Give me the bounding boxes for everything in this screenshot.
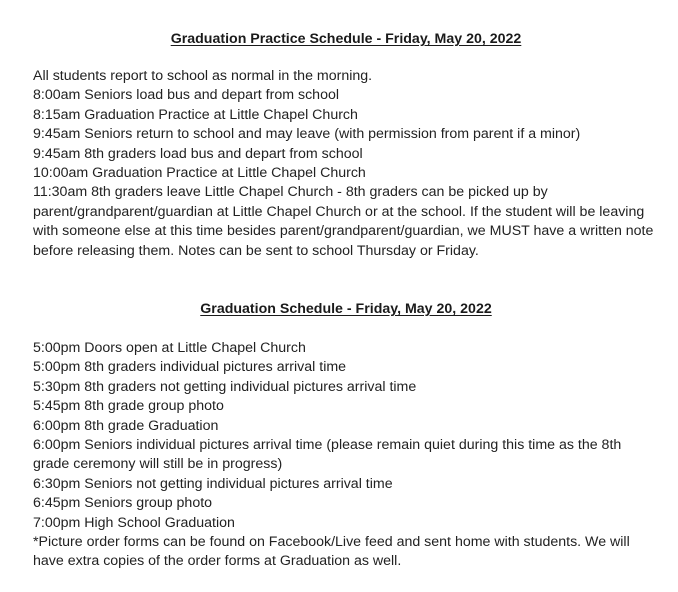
practice-line: 8:00am Seniors load bus and depart from school [33, 87, 340, 104]
practice-line: 11:30am 8th graders leave Little Chapel Church - 8th graders can be picked up by parent/grandparent/guardian at Little Chapel Church or at the school. If the student will be leaving with someone else at this time besides parent/grandparent/guardian, we MUST have a written note before releasing them. Notes can be sent to school Thursday or Friday. [33, 184, 654, 259]
graduation-line: 7:00pm High School Graduation [33, 514, 235, 531]
practice-line: 9:45am 8th graders load bus and depart from school [33, 145, 363, 162]
graduation-line: 5:30pm 8th graders not getting individual pictures arrival time [33, 378, 417, 395]
practice-line: 9:45am Seniors return to school and may leave (with permission from parent if a minor) [33, 126, 581, 143]
graduation-line: 5:00pm Doors open at Little Chapel Church [33, 340, 306, 356]
practice-schedule-title: Graduation Practice Schedule - Friday, May 20, 2022 [170, 31, 522, 47]
graduation-line: 6:45pm Seniors group photo [33, 495, 213, 512]
practice-line: All students report to school as normal in the morning. [33, 68, 373, 84]
graduation-line: 5:45pm 8th grade group photo [33, 398, 224, 415]
graduation-line: *Picture order forms can be found on Facebook/Live feed and sent home with students. We will have extra copies of the order forms at Graduation as well. [33, 534, 630, 570]
graduation-line: 6:00pm Seniors individual pictures arrival time (please remain quiet during this time as the 8th grade ceremony will still be in progress) [33, 437, 622, 473]
graduation-line: 6:30pm Seniors not getting individual pictures arrival time [33, 475, 393, 492]
practice-line: 10:00am Graduation Practice at Little Chapel Church [33, 165, 366, 182]
practice-schedule-list [33, 67, 658, 261]
practice-line: 8:15am Graduation Practice at Little Chapel Church [33, 106, 358, 123]
graduation-line: 5:00pm 8th graders individual pictures arrival time [33, 359, 347, 376]
graduation-schedule-list [33, 339, 658, 572]
graduation-schedule-title: Graduation Schedule - Friday, May 20, 2022 [200, 301, 492, 317]
graduation-line: 6:00pm 8th grade Graduation [33, 417, 219, 434]
